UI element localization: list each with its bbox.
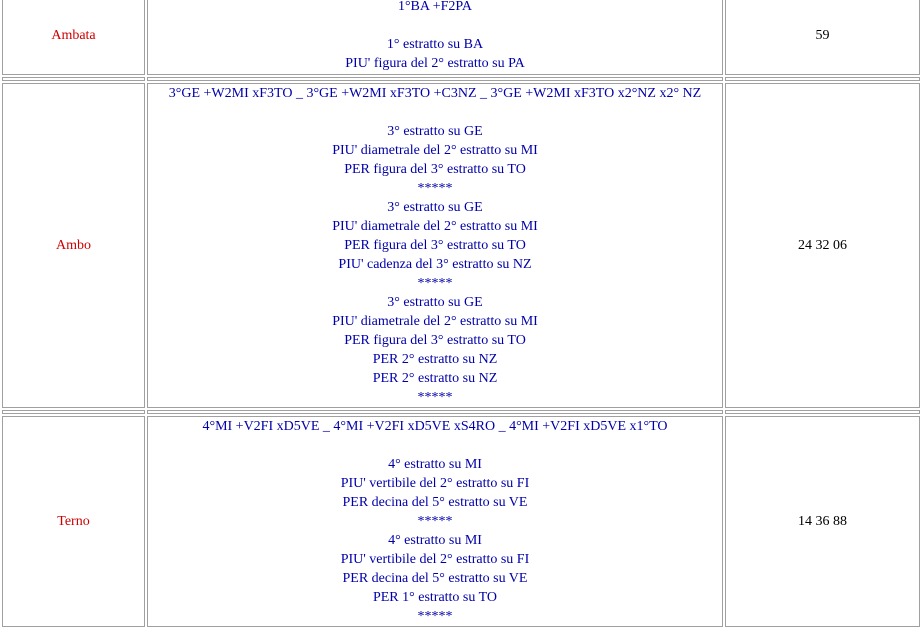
description-line: 4° estratto su MI	[388, 457, 482, 472]
numbers-cell: 59	[725, 0, 920, 75]
sorte-name: Terno	[2, 416, 145, 627]
separator-stars: *****	[417, 390, 453, 405]
sorte-name: Ambata	[2, 0, 145, 75]
sorte-name: Ambo	[2, 83, 145, 408]
description-line: PER decina del 5° estratto su VE	[342, 495, 528, 510]
description-line: PIU' diametrale del 2° estratto su MI	[332, 143, 538, 158]
table-row-ambo	[2, 83, 920, 408]
description-line: 3° estratto su GE	[387, 295, 483, 310]
description-line: 3° estratto su GE	[387, 124, 483, 139]
description-line: PIU' diametrale del 2° estratto su MI	[332, 314, 538, 329]
table-row-ambata	[2, 0, 920, 75]
formula-cell	[147, 416, 723, 627]
formula-cell	[147, 83, 723, 408]
description-line: PIU' vertibile del 2° estratto su FI	[340, 476, 530, 491]
formula-line: 4°MI +V2FI xD5VE _ 4°MI +V2FI xD5VE xS4RO _ 4°MI +V2FI xD5VE x1°TO	[202, 419, 668, 434]
numbers-cell: 24 32 06	[725, 83, 920, 408]
separator-stars: *****	[417, 276, 453, 291]
description-line: 4° estratto su MI	[388, 533, 482, 548]
formula-cell	[147, 0, 723, 75]
description-line: PER figura del 3° estratto su TO	[344, 162, 526, 177]
table-row-terno	[2, 416, 920, 627]
description-line: PIU' diametrale del 2° estratto su MI	[332, 219, 538, 234]
description-line: PIU' vertibile del 2° estratto su FI	[340, 552, 530, 567]
description-line: 3° estratto su GE	[387, 200, 483, 215]
description-line: PER figura del 3° estratto su TO	[344, 333, 526, 348]
numbers-cell: 14 36 88	[725, 416, 920, 627]
formula-line: 3°GE +W2MI xF3TO _ 3°GE +W2MI xF3TO +C3NZ _ 3°GE +W2MI xF3TO x2°NZ x2° NZ	[168, 86, 702, 101]
separator-stars: *****	[417, 181, 453, 196]
separator-stars: *****	[417, 609, 453, 624]
separator-stars: *****	[417, 514, 453, 529]
description-line: PER 2° estratto su NZ	[372, 371, 498, 386]
description-line: PER 1° estratto su TO	[372, 590, 498, 605]
description-line: 1° estratto su BA	[386, 37, 484, 52]
description-line: PIU' cadenza del 3° estratto su NZ	[338, 257, 532, 272]
formula-line: 1°BA +F2PA	[397, 0, 473, 14]
description-line: PER 2° estratto su NZ	[372, 352, 498, 367]
description-line: PIU' figura del 2° estratto su PA	[345, 56, 525, 71]
description-line: PER figura del 3° estratto su TO	[344, 238, 526, 253]
description-line: PER decina del 5° estratto su VE	[342, 571, 528, 586]
